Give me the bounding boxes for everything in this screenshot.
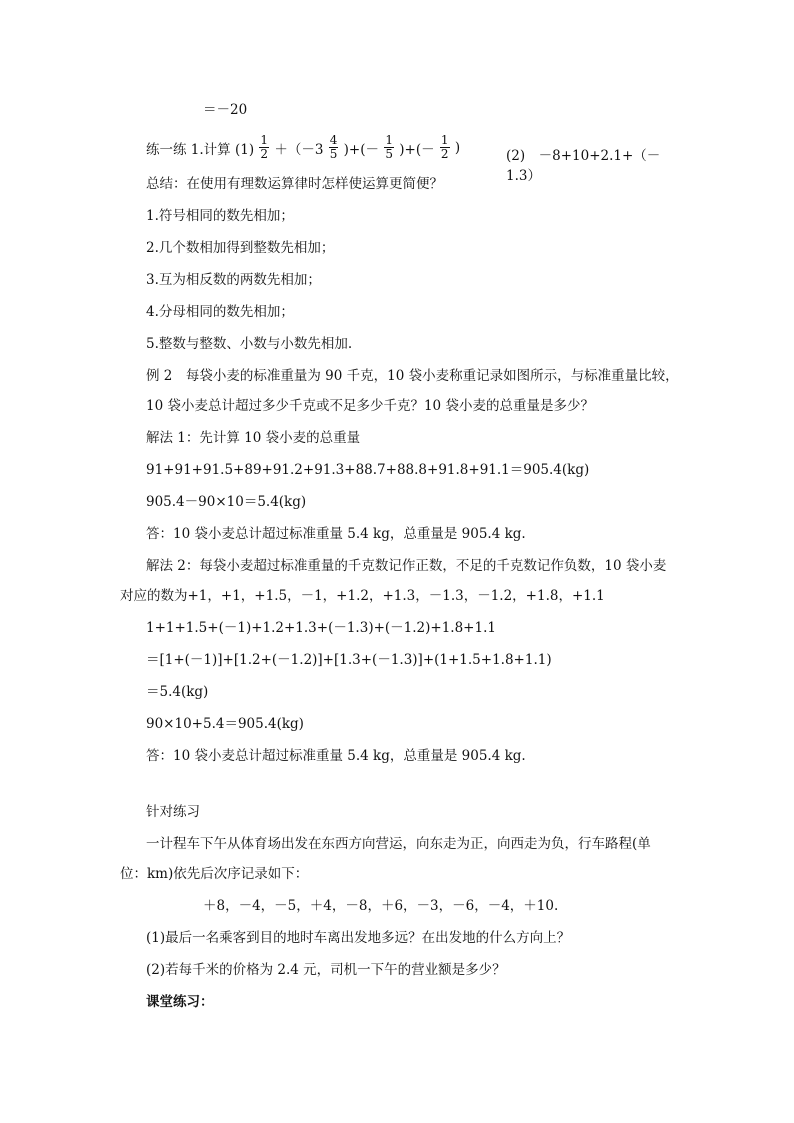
exercise-question-2: (2)若每千米的价格为 2.4 元，司机一下午的营业额是多少？ — [146, 962, 506, 978]
class-practice-heading: 课堂练习： — [146, 994, 214, 1010]
solution-1-sum: 91+91+91.5+89+91.2+91.3+88.7+88.8+91.8+91.1＝905.4(kg) — [146, 462, 590, 478]
solution-2-values: 对应的数为+1，+1，+1.5，－1，+1.2，+1.3，－1.3，－1.2，+1.8，+1.1 — [120, 588, 605, 604]
summary-item-4: 4.分母相同的数先相加； — [146, 304, 294, 320]
exercise-text-2: 位：km)依先后次序记录如下： — [120, 866, 309, 882]
solution-2-step-3: ＝5.4(kg) — [146, 684, 209, 700]
solution-1-diff: 905.4－90×10＝5.4(kg) — [146, 494, 307, 510]
fraction-2: $\frac{4}{5}$ — [329, 133, 338, 161]
summary-item-2: 2.几个数相加得到整数先相加； — [146, 240, 335, 256]
solution-2-step-4: 90×10+5.4＝905.4(kg) — [146, 716, 304, 732]
result-line: ＝－20 — [203, 102, 248, 118]
expr-part-3: )+(－ — [399, 141, 435, 158]
solution-2-heading: 解法 2：每袋小麦超过标准重量的千克数记作正数，不足的千克数记作负数，10 袋小麦 — [146, 558, 667, 574]
example-2-line-1: 例 2 每袋小麦的标准重量为 90 千克，10 袋小麦称重记录如图所示，与标准重量比较， — [146, 368, 679, 384]
practice-part-2: (2) －8+10+2.1+（－1.3） — [506, 148, 661, 184]
solution-2-answer: 答：10 袋小麦总计超过标准重量 5.4 kg，总重量是 905.4 kg. — [146, 748, 526, 764]
summary-item-1: 1.符号相同的数先相加； — [146, 208, 294, 224]
exercise-values: ＋8，－4，－5，＋4，－8，＋6，－3，－6，－4，＋10. — [203, 898, 559, 914]
solution-2-step-2: ＝[1+(－1)]+[1.2+(－1.2)]+[1.3+(－1.3)]+(1+1.5+1.8+1.1) — [146, 652, 552, 668]
exercise-text-1: 一计程车下午从体育场出发在东西方向营运，向东走为正，向西走为负，行车路程(单 — [146, 836, 651, 852]
exercise-heading: 针对练习 — [146, 804, 200, 820]
expr-part-1: ＋（－3 — [274, 141, 324, 158]
summary-item-3: 3.互为相反数的两数先相加； — [146, 272, 321, 288]
fraction-3: $\frac{1}{5}$ — [385, 133, 393, 161]
expr-close: ) — [454, 139, 461, 156]
solution-1-heading: 解法 1：先计算 10 袋小麦的总重量 — [146, 430, 361, 446]
solution-2-step-1: 1+1+1.5+(－1)+1.2+1.3+(－1.3)+(－1.2)+1.8+1.1 — [146, 620, 496, 636]
summary-question: 总结：在使用有理数运算律时怎样使运算更简便？ — [146, 176, 443, 192]
expr-part-2: )+(－ — [343, 141, 380, 158]
example-2-line-2: 10 袋小麦总计超过多少千克或不足多少千克？10 袋小麦的总重量是多少？ — [146, 398, 594, 414]
exercise-question-1: (1)最后一名乘客到目的地时车离出发地多远？在出发地的什么方向上？ — [146, 930, 571, 946]
practice-prefix: 练一练 1.计算 (1) — [146, 141, 255, 158]
fraction-4: $\frac{1}{2}$ — [440, 133, 449, 161]
summary-item-5: 5.整数与整数、小数与小数先相加. — [146, 336, 353, 352]
solution-1-answer: 答：10 袋小麦总计超过标准重量 5.4 kg，总重量是 905.4 kg. — [146, 526, 526, 542]
fraction-1: $\frac{1}{2}$ — [260, 133, 269, 161]
